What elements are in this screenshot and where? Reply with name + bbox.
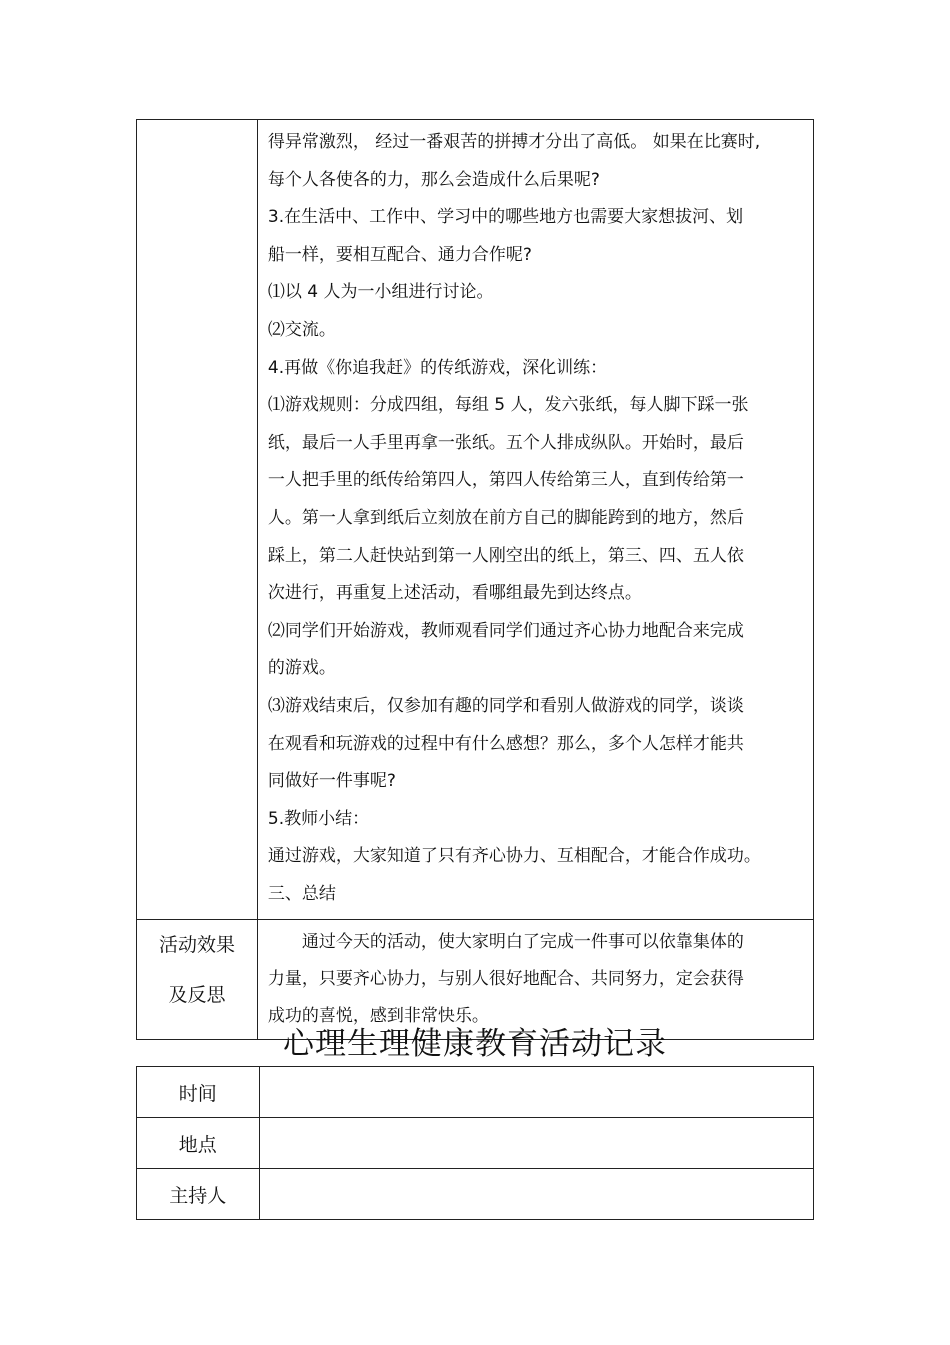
text-line: 在观看和玩游戏的过程中有什么感想？那么，多个人怎样才能共 bbox=[267, 733, 744, 754]
text-line: 一人把手里的纸传给第四人，第四人传给第三人，直到传给第一 bbox=[267, 470, 744, 491]
text-line: 的游戏。 bbox=[267, 658, 336, 679]
record-label-host: 主持人 bbox=[137, 1169, 260, 1220]
record-table bbox=[136, 1066, 814, 1220]
record-row-host bbox=[137, 1169, 814, 1220]
process-label-cell bbox=[137, 120, 258, 920]
process-content-cell bbox=[257, 120, 813, 920]
text-line: 船一样，要相互配合、通力合作呢? bbox=[267, 244, 532, 265]
text-line: 5.教师小结： bbox=[267, 808, 370, 829]
text-line: 得异常激烈， 经过一番艰苦的拼搏才分出了高低。 如果在比赛时, bbox=[267, 132, 761, 152]
reflection-label-line1: 活动效果 bbox=[158, 934, 235, 957]
record-row-time bbox=[137, 1067, 814, 1118]
record-value-place[interactable] bbox=[259, 1118, 813, 1169]
text-line: ⑶游戏结束后，仅参加有趣的同学和看别人做游戏的同学，谈谈 bbox=[267, 695, 744, 716]
record-label-time: 时间 bbox=[137, 1067, 260, 1118]
text-line: 3.在生活中、工作中、学习中的哪些地方也需要大家想拔河、划 bbox=[267, 207, 744, 228]
record-label-place: 地点 bbox=[137, 1118, 260, 1169]
text-line: 踩上，第二人赶快站到第一人刚空出的纸上，第三、四、五人依 bbox=[267, 545, 744, 566]
text-line: 三、总结 bbox=[267, 883, 336, 904]
text-line: 成功的喜悦，感到非常快乐。 bbox=[267, 1006, 489, 1027]
text-line: ⑵同学们开始游戏，教师观看同学们通过齐心协力地配合来完成 bbox=[267, 620, 744, 641]
text-line: 同做好一件事呢? bbox=[267, 771, 396, 792]
process-text bbox=[258, 120, 813, 919]
text-line: ⑵交流。 bbox=[267, 319, 336, 340]
record-value-time[interactable] bbox=[259, 1067, 813, 1118]
record-row-place bbox=[137, 1118, 814, 1169]
text-line: 通过今天的活动，使大家明白了完成一件事可以依靠集体的 bbox=[301, 932, 744, 953]
text-line: 通过游戏，大家知道了只有齐心协力、互相配合，才能合作成功。 bbox=[267, 846, 761, 867]
record-value-host[interactable] bbox=[259, 1169, 813, 1220]
activity-table bbox=[136, 119, 814, 1040]
text-line: 次进行，再重复上述活动，看哪组最先到达终点。 bbox=[267, 583, 642, 604]
text-line: 力量，只要齐心协力，与别人很好地配合、共同努力，定会获得 bbox=[267, 969, 744, 990]
text-line: 4.再做《你追我赶》的传纸游戏，深化训练： bbox=[267, 357, 608, 378]
reflection-label-line2: 及反思 bbox=[168, 984, 226, 1007]
text-line: 纸，最后一人手里再拿一张纸。五个人排成纵队。开始时，最后 bbox=[267, 432, 744, 453]
text-line: 每个人各使各的力，那么会造成什么后果呢? bbox=[267, 169, 600, 190]
text-line: ⑴游戏规则：分成四组，每组 5 人，发六张纸，每人脚下踩一张 bbox=[267, 395, 749, 416]
record-title: 心理生理健康教育活动记录 bbox=[283, 1026, 667, 1062]
process-row bbox=[137, 120, 814, 920]
text-line: ⑴以 4 人为一小组进行讨论。 bbox=[267, 282, 494, 303]
text-line: 人。第一人拿到纸后立刻放在前方自己的脚能跨到的地方，然后 bbox=[267, 507, 744, 528]
